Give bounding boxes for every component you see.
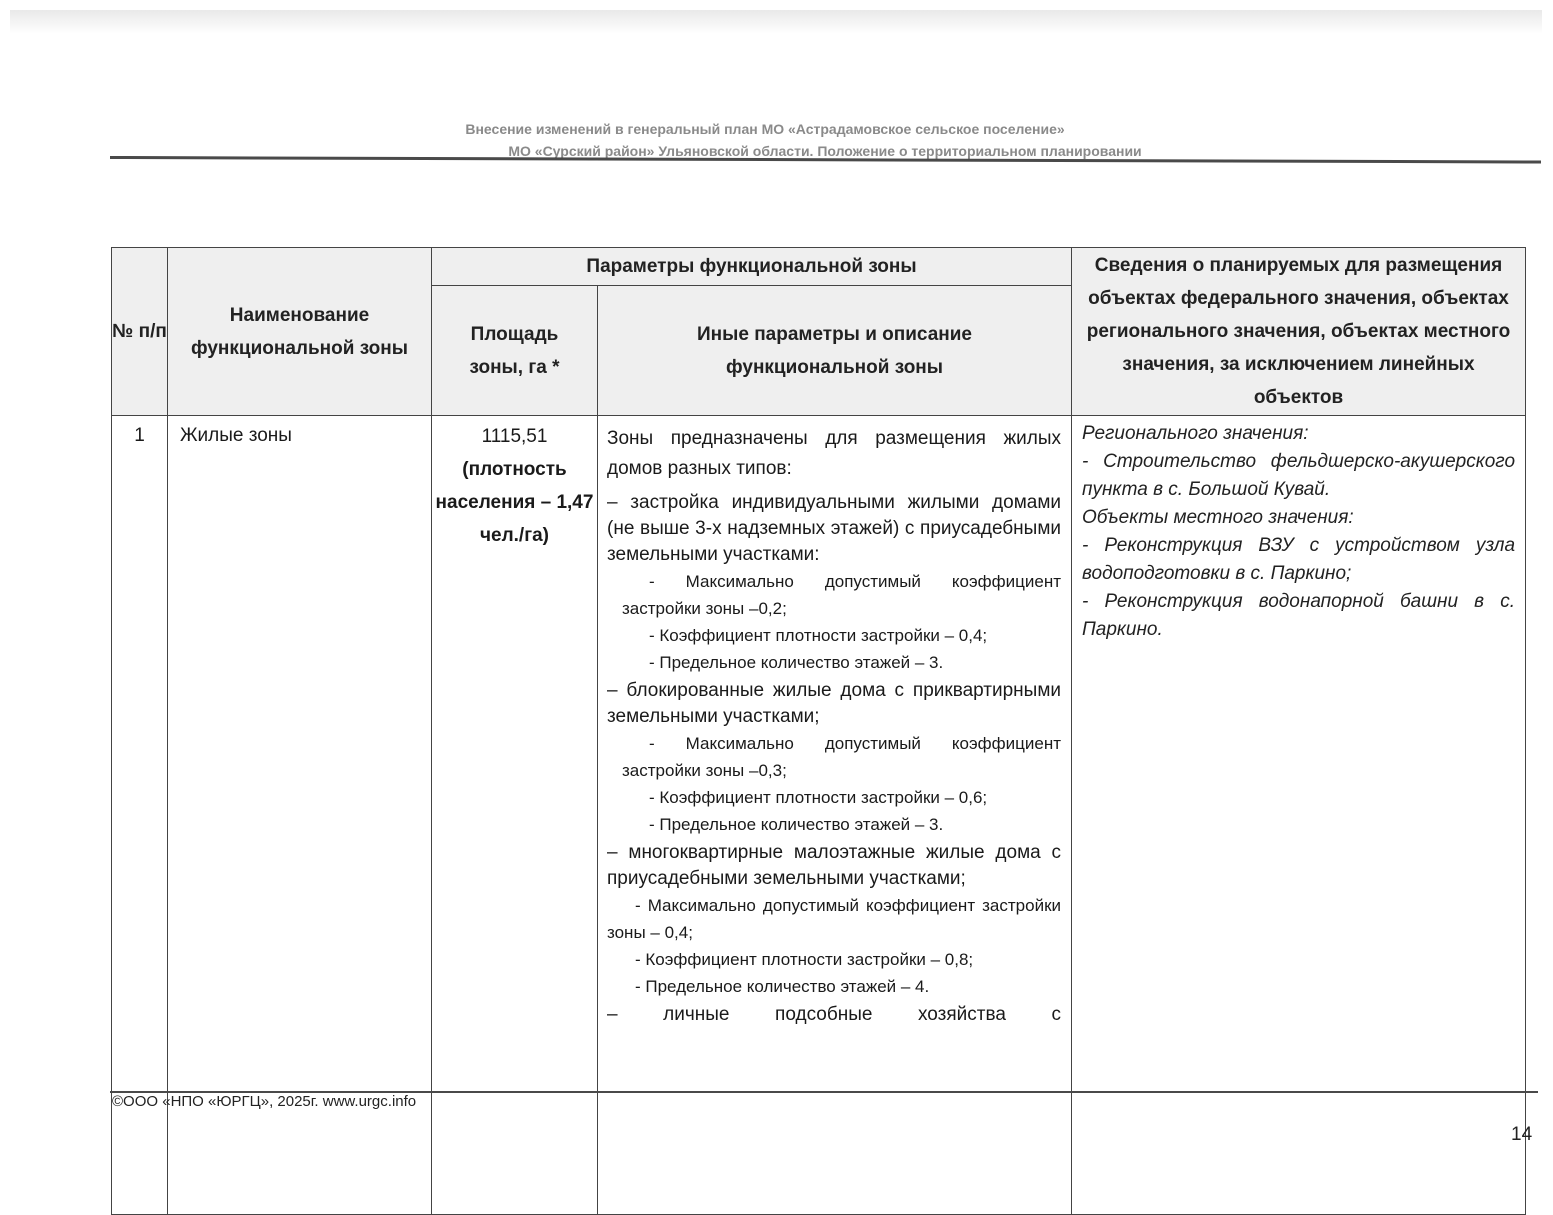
group-param: - Максимально допустимый коэффициент застройки зоны –0,2; — [622, 572, 1062, 618]
group-param: - Коэффициент плотности застройки – 0,6; — [649, 788, 988, 807]
group-param: - Максимально допустимый коэффициент застройки зоны – 0,4; — [607, 896, 1062, 942]
header-area: Площадь зоны, га * — [432, 286, 598, 416]
zones-table — [111, 247, 1526, 1215]
group-title: – личные подсобные хозяйства с — [607, 1004, 1062, 1025]
zone-area-value: 1115,51 — [481, 426, 548, 447]
header-name: Наименование функциональной зоны — [168, 248, 432, 416]
page-number: 14 — [1511, 1124, 1533, 1145]
description-intro: Зоны предназначены для размещения жилых домов разных типов: — [607, 428, 1062, 479]
info-line: - Реконструкция ВЗУ с устройством узла водоподготовки в с. Паркино; — [1082, 535, 1516, 584]
header-params-group: Параметры функциональной зоны — [432, 248, 1072, 286]
header-info: Сведения о планируемых для размещения объектах федерального значения, объектах регионального значения, объектах местного значения, за исключением линейных объектов — [1072, 248, 1526, 416]
scan-edge — [10, 10, 1542, 34]
row-number: 1 — [112, 416, 168, 1215]
info-line: - Реконструкция водонапорной башни в с. Паркино. — [1082, 591, 1516, 640]
group-param: - Предельное количество этажей – 3. — [649, 815, 944, 834]
group-title: – многоквартирные малоэтажные жилые дома с приусадебными земельными участками; — [607, 842, 1062, 889]
group-param: - Максимально допустимый коэффициент застройки зоны –0,3; — [622, 734, 1062, 780]
footer-copyright: ©ООО «НПО «ЮРГЦ», 2025г. www.urgc.info — [112, 1093, 417, 1110]
group-param: - Коэффициент плотности застройки – 0,4; — [649, 626, 988, 645]
zone-description — [598, 416, 1072, 1215]
planned-objects — [1072, 416, 1526, 1215]
group-title: – застройка индивидуальными жилыми домами (не выше 3-х надземных этажей) с приусадебными земельными участками: — [607, 492, 1062, 565]
group-param: - Коэффициент плотности застройки – 0,8; — [635, 950, 974, 969]
header-num: № п/п — [112, 248, 168, 416]
header-line-2: МО «Сурский район» Ульяновской области. Положение о территориальном планировании — [508, 143, 1142, 159]
info-line: - Строительство фельдшерско-акушерского пункта в с. Большой Кувай. — [1082, 451, 1516, 500]
info-line: Объекты местного значения: — [1082, 507, 1354, 528]
zone-area — [432, 416, 598, 1215]
zone-name: Жилые зоны — [168, 416, 432, 1215]
header-other: Иные параметры и описание функциональной зоны — [598, 286, 1072, 416]
zone-density-note: (плотность населения – 1,47 чел./га) — [435, 459, 594, 546]
document-header — [110, 118, 1540, 162]
header-line-1: Внесение изменений в генеральный план МО «Астрадамовское сельское поселение» — [465, 121, 1065, 137]
info-line: Регионального значения: — [1082, 423, 1309, 444]
group-param: - Предельное количество этажей – 4. — [635, 977, 930, 996]
group-title: – блокированные жилые дома с приквартирными земельными участками; — [607, 680, 1062, 727]
group-param: - Предельное количество этажей – 3. — [649, 653, 944, 672]
